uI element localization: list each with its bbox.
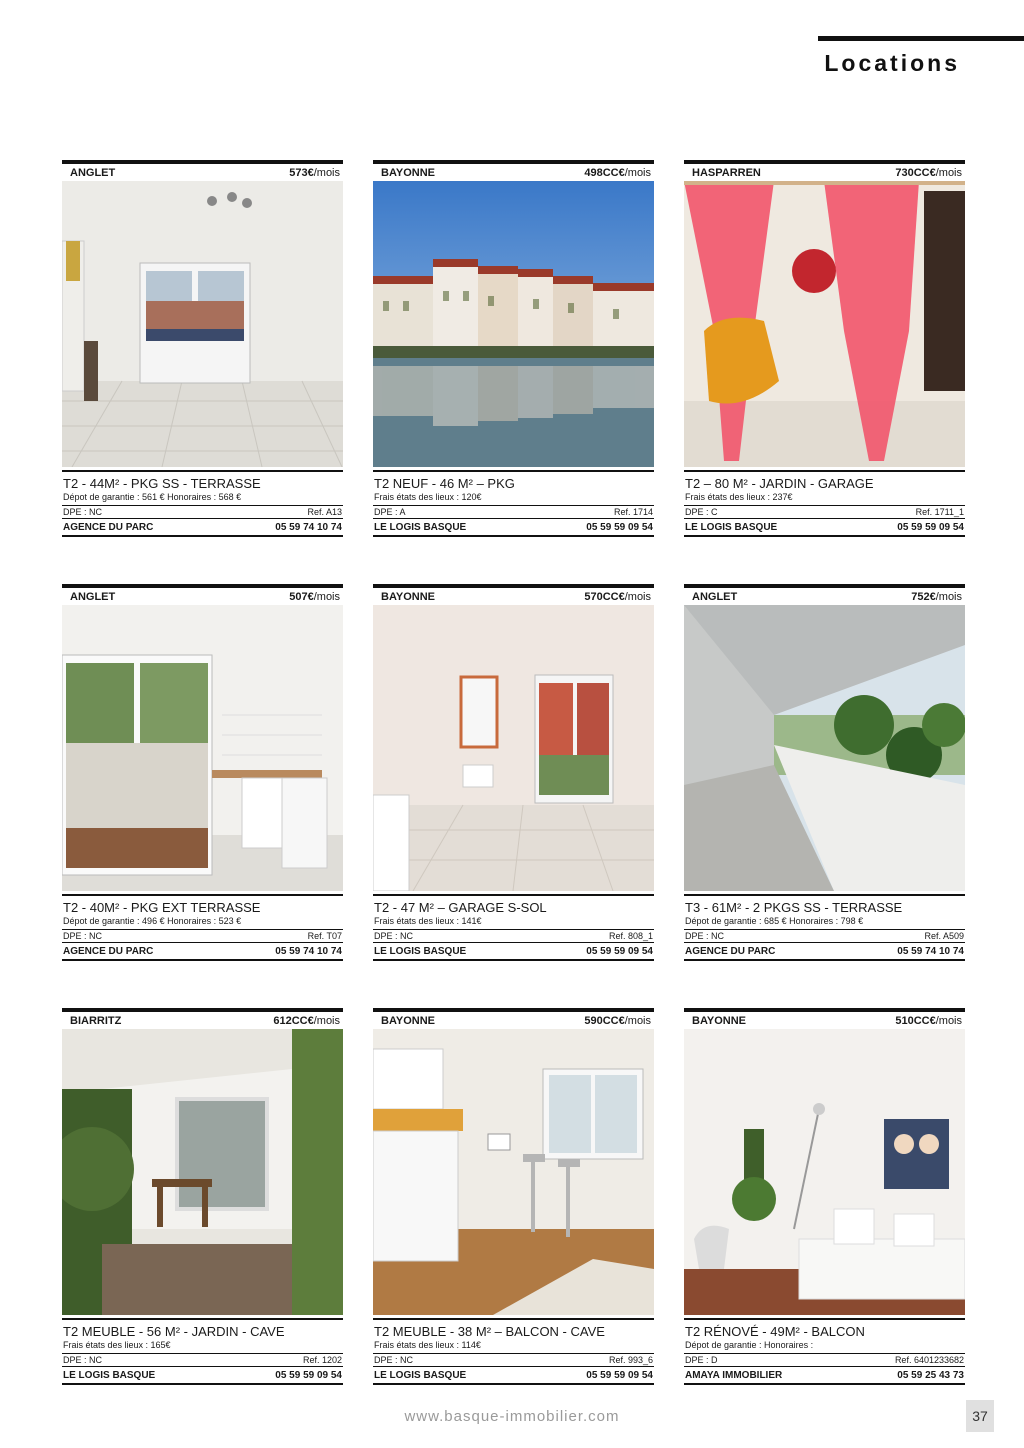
listing-agency: LE LOGIS BASQUE — [63, 1370, 156, 1381]
listing-agency-row — [373, 1367, 654, 1385]
kitchenette-terrace-photo[interactable] — [62, 605, 343, 891]
listing-card[interactable] — [62, 160, 343, 540]
listing-dpe-row — [684, 505, 965, 519]
listing-title: T2 - 40M² - PKG EXT TERRASSE — [63, 900, 261, 915]
renovated-lounge-photo[interactable] — [684, 1029, 965, 1315]
listing-price: 510CC€/mois — [895, 1014, 962, 1027]
apartment-interior-photo[interactable] — [62, 181, 343, 467]
listing-dpe: DPE : NC — [63, 1355, 103, 1365]
listing-agency-row — [62, 519, 343, 537]
listing-dpe: DPE : D — [685, 1355, 718, 1365]
listing-fees: Frais états des lieux : 237€ — [685, 492, 793, 502]
listing-agency-row — [373, 943, 654, 961]
listing-phone[interactable]: 05 59 59 09 54 — [275, 1370, 342, 1381]
listing-phone[interactable]: 05 59 59 09 54 — [897, 522, 964, 533]
listing-dpe-row — [62, 1353, 343, 1367]
listing-ref: Ref. 993_6 — [608, 1355, 653, 1365]
page-title: Locations — [824, 50, 960, 76]
listing-phone[interactable]: 05 59 74 10 74 — [897, 946, 964, 957]
listing-dpe: DPE : NC — [63, 931, 103, 941]
listing-agency-row — [373, 519, 654, 537]
listing-fees: Dépot de garantie : Honoraires : — [685, 1340, 814, 1350]
listing-city: BIARRITZ — [70, 1014, 122, 1027]
listing-dpe: DPE : NC — [685, 931, 725, 941]
listing-card[interactable] — [62, 584, 343, 964]
listing-fees: Dépot de garantie : 561 € Honoraires : 568 € — [63, 492, 242, 502]
listing-city: ANGLET — [70, 590, 116, 603]
listing-agency: AGENCE DU PARC — [63, 946, 154, 957]
listing-ref: Ref. 808_1 — [608, 931, 653, 941]
listing-card[interactable] — [62, 1008, 343, 1388]
listing-fees: Dépot de garantie : 685 € Honoraires : 798 € — [685, 916, 864, 926]
listing-title: T2 MEUBLE - 38 M² – BALCON - CAVE — [374, 1324, 605, 1339]
listing-agency-row — [684, 519, 965, 537]
listing-price: 752€/mois — [911, 590, 962, 603]
listing-header — [373, 1008, 654, 1029]
listing-title: T2 RÉNOVÉ - 49M² - BALCON — [685, 1324, 865, 1339]
listing-city: HASPARREN — [692, 166, 761, 179]
listing-fees: Frais états des lieux : 141€ — [374, 916, 482, 926]
listing-ref: Ref. A509 — [924, 931, 964, 941]
listing-agency-row — [62, 1367, 343, 1385]
listing-phone[interactable]: 05 59 25 43 73 — [897, 1370, 964, 1381]
listing-card[interactable] — [684, 160, 965, 540]
listing-agency: LE LOGIS BASQUE — [374, 1370, 467, 1381]
listing-price: 612CC€/mois — [273, 1014, 340, 1027]
listing-phone[interactable]: 05 59 59 09 54 — [586, 1370, 653, 1381]
listing-dpe: DPE : A — [374, 507, 406, 517]
listing-header — [62, 160, 343, 181]
listing-agency: LE LOGIS BASQUE — [374, 522, 467, 533]
listing-city: BAYONNE — [381, 166, 435, 179]
listing-fees: Frais états des lieux : 114€ — [374, 1340, 481, 1350]
listing-title: T2 - 47 M² – GARAGE S-SOL — [374, 900, 547, 915]
listing-agency: LE LOGIS BASQUE — [685, 522, 778, 533]
listing-header — [373, 160, 654, 181]
listing-header — [684, 1008, 965, 1029]
listing-price: 498CC€/mois — [584, 166, 651, 179]
listing-agency-row — [684, 1367, 965, 1385]
listing-dpe: DPE : C — [685, 507, 718, 517]
listing-dpe: DPE : NC — [63, 507, 103, 517]
listing-header — [62, 584, 343, 605]
listing-dpe-row — [62, 505, 343, 519]
listing-city: BAYONNE — [381, 590, 435, 603]
listing-agency-row — [684, 943, 965, 961]
listing-dpe-row — [684, 929, 965, 943]
footer-website-link[interactable]: www.basque-immobilier.com — [404, 1408, 620, 1425]
listing-ref: Ref. 1711_1 — [915, 507, 964, 517]
listing-price: 570CC€/mois — [584, 590, 651, 603]
listing-title: T3 - 61M² - 2 PKGS SS - TERRASSE — [685, 900, 903, 915]
listing-card[interactable] — [684, 584, 965, 964]
listing-dpe: DPE : NC — [374, 931, 414, 941]
listing-dpe-row — [373, 929, 654, 943]
listing-title: T2 MEUBLE - 56 M² - JARDIN - CAVE — [63, 1324, 285, 1339]
listing-ref: Ref. 6401233682 — [894, 1355, 964, 1365]
listing-card[interactable] — [684, 1008, 965, 1388]
listing-ref: Ref. T07 — [307, 931, 342, 941]
header-rule — [818, 36, 1024, 41]
listing-ref: Ref. A13 — [307, 507, 342, 517]
page-number: 37 — [966, 1400, 994, 1432]
balcony-view-photo[interactable] — [684, 605, 965, 891]
listing-agency: LE LOGIS BASQUE — [374, 946, 467, 957]
riverside-town-photo[interactable] — [373, 181, 654, 467]
listing-card[interactable] — [373, 1008, 654, 1388]
listing-card[interactable] — [373, 160, 654, 540]
listing-dpe-row — [373, 505, 654, 519]
listing-ref: Ref. 1202 — [302, 1355, 342, 1365]
listing-dpe: DPE : NC — [374, 1355, 414, 1365]
listing-card[interactable] — [373, 584, 654, 964]
listing-dpe-row — [62, 929, 343, 943]
listing-agency: AMAYA IMMOBILIER — [685, 1370, 783, 1381]
listing-header — [62, 1008, 343, 1029]
listing-price: 730CC€/mois — [895, 166, 962, 179]
listing-price: 507€/mois — [289, 590, 340, 603]
listing-title: T2 NEUF - 46 M² – PKG — [374, 476, 515, 491]
listing-city: ANGLET — [70, 166, 116, 179]
listing-fees: Frais états des lieux : 120€ — [374, 492, 482, 502]
listing-header — [684, 584, 965, 605]
listing-fees: Frais états des lieux : 165€ — [63, 1340, 171, 1350]
listing-price: 590CC€/mois — [584, 1014, 651, 1027]
listing-fees: Dépot de garantie : 496 € Honoraires : 523 € — [63, 916, 242, 926]
listing-phone[interactable]: 05 59 74 10 74 — [275, 946, 342, 957]
listing-title: T2 – 80 M² - JARDIN - GARAGE — [685, 476, 874, 491]
listing-phone[interactable]: 05 59 59 09 54 — [586, 522, 653, 533]
listings-grid — [62, 160, 966, 1390]
furnished-kitchen-photo[interactable] — [373, 1029, 654, 1315]
listing-phone[interactable]: 05 59 59 09 54 — [586, 946, 653, 957]
garden-patio-photo[interactable] — [62, 1029, 343, 1315]
listing-agency: AGENCE DU PARC — [685, 946, 776, 957]
listing-agency-row — [62, 943, 343, 961]
listing-dpe-row — [684, 1353, 965, 1367]
listing-city: BAYONNE — [381, 1014, 435, 1027]
listing-phone[interactable]: 05 59 74 10 74 — [275, 522, 342, 533]
listing-ref: Ref. 1714 — [613, 507, 653, 517]
listing-agency: AGENCE DU PARC — [63, 522, 154, 533]
listing-title: T2 - 44M² - PKG SS - TERRASSE — [63, 476, 261, 491]
empty-room-photo[interactable] — [373, 605, 654, 891]
listing-city: BAYONNE — [692, 1014, 746, 1027]
living-room-curtains-photo[interactable] — [684, 181, 965, 467]
listing-price: 573€/mois — [289, 166, 340, 179]
listing-header — [684, 160, 965, 181]
listing-city: ANGLET — [692, 590, 738, 603]
listing-header — [373, 584, 654, 605]
listing-dpe-row — [373, 1353, 654, 1367]
